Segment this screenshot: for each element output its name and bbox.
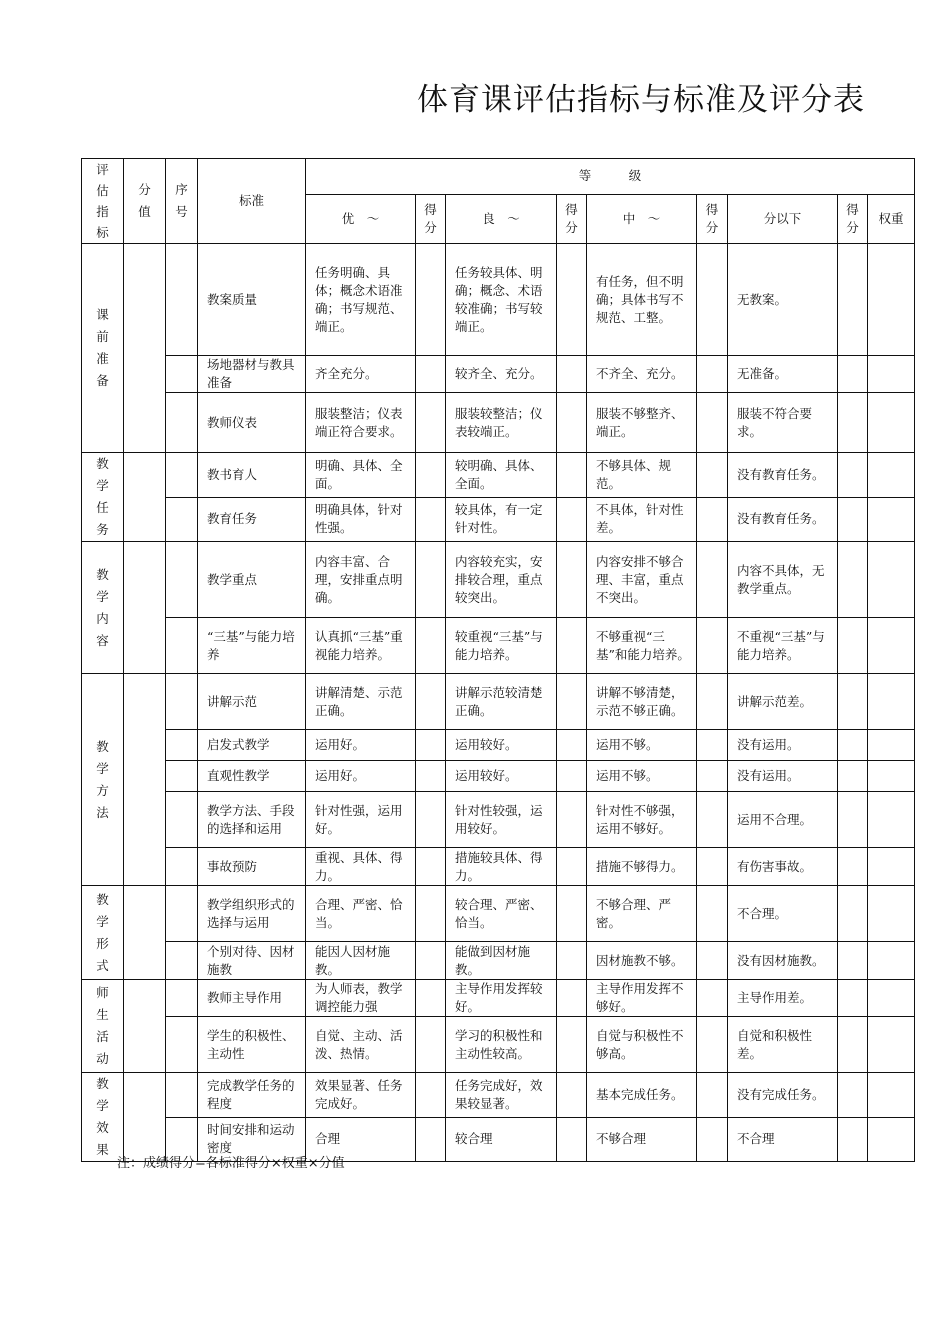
points-cell bbox=[838, 980, 868, 1017]
points-cell bbox=[416, 393, 446, 453]
standard-cell: 直观性教学 bbox=[198, 761, 306, 792]
points-cell bbox=[697, 618, 728, 674]
weight-cell bbox=[868, 674, 915, 730]
points-cell bbox=[697, 244, 728, 356]
header-points: 得分 bbox=[557, 194, 587, 243]
score-value-cell bbox=[124, 1073, 166, 1162]
weight-cell bbox=[868, 1073, 915, 1118]
excellent-cell: 合理、严密、恰当。 bbox=[306, 886, 416, 942]
standard-cell: 教育任务 bbox=[198, 497, 306, 542]
medium-cell: 措施不够得力。 bbox=[587, 848, 697, 886]
points-cell bbox=[697, 1017, 728, 1073]
points-cell bbox=[416, 980, 446, 1017]
table-row bbox=[82, 674, 915, 730]
number-cell bbox=[166, 761, 198, 792]
good-cell: 任务较具体、明确；概念、术语较准确；书写较端正。 bbox=[446, 244, 557, 356]
medium-cell: 运用不够。 bbox=[587, 761, 697, 792]
points-cell bbox=[697, 792, 728, 848]
medium-cell: 不够合理、严密。 bbox=[587, 886, 697, 942]
score-value-cell bbox=[124, 886, 166, 980]
table-row bbox=[82, 393, 915, 453]
points-cell bbox=[557, 942, 587, 980]
points-cell bbox=[416, 886, 446, 942]
weight-cell bbox=[868, 453, 915, 498]
number-cell bbox=[166, 393, 198, 453]
points-cell bbox=[838, 393, 868, 453]
points-cell bbox=[697, 761, 728, 792]
points-cell bbox=[416, 1017, 446, 1073]
weight-cell bbox=[868, 942, 915, 980]
good-cell: 较合理、严密、恰当。 bbox=[446, 886, 557, 942]
below-cell: 内容不具体，无教学重点。 bbox=[728, 542, 838, 618]
score-value-cell bbox=[124, 244, 166, 453]
score-value-cell bbox=[124, 453, 166, 542]
good-cell: 讲解示范较清楚正确。 bbox=[446, 674, 557, 730]
standard-cell: “三基”与能力培养 bbox=[198, 618, 306, 674]
excellent-cell: 自觉、主动、活泼、热情。 bbox=[306, 1017, 416, 1073]
points-cell bbox=[697, 542, 728, 618]
standard-cell: 讲解示范 bbox=[198, 674, 306, 730]
score-value-cell bbox=[124, 674, 166, 886]
medium-cell: 服装不够整齐、端正。 bbox=[587, 393, 697, 453]
points-cell bbox=[416, 453, 446, 498]
category-cell bbox=[82, 542, 124, 674]
below-cell: 不重视“三基”与能力培养。 bbox=[728, 618, 838, 674]
points-cell bbox=[416, 1073, 446, 1118]
medium-cell: 不齐全、充分。 bbox=[587, 356, 697, 393]
points-cell bbox=[557, 792, 587, 848]
number-cell bbox=[166, 356, 198, 393]
weight-cell bbox=[868, 848, 915, 886]
score-value-cell bbox=[124, 980, 166, 1073]
points-cell bbox=[557, 618, 587, 674]
table-row bbox=[82, 730, 915, 761]
page-title: 体育课评估指标与标准及评分表 bbox=[417, 82, 865, 118]
number-cell bbox=[166, 848, 198, 886]
points-cell bbox=[838, 244, 868, 356]
header-number: 序号 bbox=[166, 159, 198, 244]
below-cell: 没有因材施教。 bbox=[728, 942, 838, 980]
header-points: 得分 bbox=[697, 194, 728, 243]
category-label: 教学内容 bbox=[96, 566, 109, 648]
header-grade: 等 级 bbox=[306, 159, 915, 195]
table-row bbox=[82, 848, 915, 886]
points-cell bbox=[838, 730, 868, 761]
table-row bbox=[82, 761, 915, 792]
points-cell bbox=[838, 942, 868, 980]
excellent-cell: 运用好。 bbox=[306, 761, 416, 792]
points-cell bbox=[416, 618, 446, 674]
points-cell bbox=[697, 1073, 728, 1118]
points-cell bbox=[838, 1017, 868, 1073]
points-cell bbox=[697, 1117, 728, 1162]
below-cell: 自觉和积极性差。 bbox=[728, 1017, 838, 1073]
excellent-cell: 内容丰富、合理，安排重点明确。 bbox=[306, 542, 416, 618]
points-cell bbox=[557, 1117, 587, 1162]
number-cell bbox=[166, 453, 198, 498]
points-cell bbox=[838, 1117, 868, 1162]
weight-cell bbox=[868, 356, 915, 393]
table-row bbox=[82, 980, 915, 1017]
weight-cell bbox=[868, 1117, 915, 1162]
good-cell: 较明确、具体、全面。 bbox=[446, 453, 557, 498]
standard-cell: 事故预防 bbox=[198, 848, 306, 886]
category-label: 教学方法 bbox=[96, 738, 109, 820]
standard-cell: 教学方法、手段的选择和运用 bbox=[198, 792, 306, 848]
points-cell bbox=[697, 848, 728, 886]
standard-cell: 时间安排和运动密度 bbox=[198, 1117, 306, 1162]
weight-cell bbox=[868, 730, 915, 761]
header-good: 良 ～ bbox=[446, 194, 557, 243]
good-cell: 能做到因材施教。 bbox=[446, 942, 557, 980]
medium-cell: 主导作用发挥不够好。 bbox=[587, 980, 697, 1017]
points-cell bbox=[557, 886, 587, 942]
points-cell bbox=[416, 244, 446, 356]
category-cell bbox=[82, 674, 124, 886]
below-cell: 主导作用差。 bbox=[728, 980, 838, 1017]
header-category: 评估指标 bbox=[82, 159, 124, 244]
header-medium: 中 ～ bbox=[587, 194, 697, 243]
good-cell: 运用较好。 bbox=[446, 730, 557, 761]
medium-cell: 自觉与积极性不够高。 bbox=[587, 1017, 697, 1073]
number-cell bbox=[166, 942, 198, 980]
good-cell: 任务完成好，效果较显著。 bbox=[446, 1073, 557, 1118]
below-cell: 没有运用。 bbox=[728, 730, 838, 761]
good-cell: 内容较充实，安排较合理，重点较突出。 bbox=[446, 542, 557, 618]
medium-cell: 因材施教不够。 bbox=[587, 942, 697, 980]
excellent-cell: 合理 bbox=[306, 1117, 416, 1162]
table-row bbox=[82, 942, 915, 980]
points-cell bbox=[416, 1117, 446, 1162]
excellent-cell: 明确具体，针对性强。 bbox=[306, 497, 416, 542]
evaluation-table bbox=[81, 158, 915, 1162]
weight-cell bbox=[868, 980, 915, 1017]
weight-cell bbox=[868, 761, 915, 792]
excellent-cell: 重视、具体、得力。 bbox=[306, 848, 416, 886]
weight-cell bbox=[868, 618, 915, 674]
weight-cell bbox=[868, 497, 915, 542]
points-cell bbox=[838, 497, 868, 542]
footnote: 注：成绩得分=各标准得分×权重×分值 bbox=[117, 1156, 345, 1171]
excellent-cell: 任务明确、具体；概念术语准确；书写规范、端正。 bbox=[306, 244, 416, 356]
table-row bbox=[82, 1073, 915, 1118]
points-cell bbox=[697, 453, 728, 498]
points-cell bbox=[557, 244, 587, 356]
header-excellent: 优 ～ bbox=[306, 194, 416, 243]
table-row bbox=[82, 453, 915, 498]
medium-cell: 不够具体、规范。 bbox=[587, 453, 697, 498]
standard-cell: 教学重点 bbox=[198, 542, 306, 618]
points-cell bbox=[557, 1073, 587, 1118]
category-label: 教学形式 bbox=[96, 891, 109, 973]
good-cell: 学习的积极性和主动性较高。 bbox=[446, 1017, 557, 1073]
table-row bbox=[82, 1017, 915, 1073]
points-cell bbox=[697, 674, 728, 730]
standard-cell: 教师仪表 bbox=[198, 393, 306, 453]
points-cell bbox=[416, 942, 446, 980]
medium-cell: 有任务，但不明确；具体书写不规范、工整。 bbox=[587, 244, 697, 356]
good-cell: 较齐全、充分。 bbox=[446, 356, 557, 393]
points-cell bbox=[697, 942, 728, 980]
points-cell bbox=[838, 542, 868, 618]
number-cell bbox=[166, 730, 198, 761]
weight-cell bbox=[868, 244, 915, 356]
medium-cell: 运用不够。 bbox=[587, 730, 697, 761]
category-cell bbox=[82, 1073, 124, 1162]
points-cell bbox=[697, 497, 728, 542]
points-cell bbox=[557, 848, 587, 886]
header-points: 得分 bbox=[838, 194, 868, 243]
number-cell bbox=[166, 618, 198, 674]
good-cell: 较合理 bbox=[446, 1117, 557, 1162]
table-row bbox=[82, 792, 915, 848]
points-cell bbox=[838, 618, 868, 674]
standard-cell: 教书育人 bbox=[198, 453, 306, 498]
points-cell bbox=[557, 453, 587, 498]
weight-cell bbox=[868, 542, 915, 618]
table-row bbox=[82, 618, 915, 674]
points-cell bbox=[838, 674, 868, 730]
points-cell bbox=[557, 542, 587, 618]
excellent-cell: 齐全充分。 bbox=[306, 356, 416, 393]
points-cell bbox=[557, 356, 587, 393]
table-row bbox=[82, 542, 915, 618]
standard-cell: 个别对待、因材施教 bbox=[198, 942, 306, 980]
standard-cell: 教学组织形式的选择与运用 bbox=[198, 886, 306, 942]
header-weight: 权重 bbox=[868, 194, 915, 243]
number-cell bbox=[166, 1073, 198, 1118]
points-cell bbox=[416, 497, 446, 542]
points-cell bbox=[557, 497, 587, 542]
standard-cell: 教师主导作用 bbox=[198, 980, 306, 1017]
excellent-cell: 服装整洁；仪表端正符合要求。 bbox=[306, 393, 416, 453]
below-cell: 没有运用。 bbox=[728, 761, 838, 792]
points-cell bbox=[838, 356, 868, 393]
points-cell bbox=[697, 980, 728, 1017]
good-cell: 服装较整洁；仪表较端正。 bbox=[446, 393, 557, 453]
medium-cell: 不够重视“三基”和能力培养。 bbox=[587, 618, 697, 674]
excellent-cell: 认真抓“三基”重视能力培养。 bbox=[306, 618, 416, 674]
points-cell bbox=[838, 453, 868, 498]
number-cell bbox=[166, 244, 198, 356]
excellent-cell: 效果显著、任务完成好。 bbox=[306, 1073, 416, 1118]
points-cell bbox=[557, 730, 587, 761]
points-cell bbox=[416, 674, 446, 730]
below-cell: 没有教育任务。 bbox=[728, 453, 838, 498]
weight-cell bbox=[868, 1017, 915, 1073]
medium-cell: 不具体，针对性差。 bbox=[587, 497, 697, 542]
category-cell bbox=[82, 886, 124, 980]
points-cell bbox=[557, 674, 587, 730]
good-cell: 较具体，有一定针对性。 bbox=[446, 497, 557, 542]
points-cell bbox=[838, 761, 868, 792]
points-cell bbox=[416, 761, 446, 792]
table-row bbox=[82, 244, 915, 356]
category-label: 教学效果 bbox=[96, 1076, 109, 1157]
standard-cell: 学生的积极性、主动性 bbox=[198, 1017, 306, 1073]
excellent-cell: 为人师表，教学调控能力强 bbox=[306, 980, 416, 1017]
header-below: 分以下 bbox=[728, 194, 838, 243]
standard-cell: 启发式教学 bbox=[198, 730, 306, 761]
points-cell bbox=[416, 848, 446, 886]
medium-cell: 基本完成任务。 bbox=[587, 1073, 697, 1118]
medium-cell: 针对性不够强，运用不够好。 bbox=[587, 792, 697, 848]
below-cell: 无教案。 bbox=[728, 244, 838, 356]
good-cell: 针对性较强，运用较好。 bbox=[446, 792, 557, 848]
category-label: 师生活动 bbox=[96, 985, 109, 1066]
below-cell: 不合理。 bbox=[728, 886, 838, 942]
below-cell: 没有教育任务。 bbox=[728, 497, 838, 542]
medium-cell: 内容安排不够合理、丰富，重点不突出。 bbox=[587, 542, 697, 618]
points-cell bbox=[557, 980, 587, 1017]
points-cell bbox=[557, 1017, 587, 1073]
good-cell: 较重视“三基”与能力培养。 bbox=[446, 618, 557, 674]
score-value-cell bbox=[124, 542, 166, 674]
points-cell bbox=[416, 792, 446, 848]
category-label: 课前准备 bbox=[96, 307, 109, 388]
number-cell bbox=[166, 792, 198, 848]
below-cell: 服装不符合要求。 bbox=[728, 393, 838, 453]
good-cell: 运用较好。 bbox=[446, 761, 557, 792]
points-cell bbox=[838, 1073, 868, 1118]
points-cell bbox=[557, 761, 587, 792]
weight-cell bbox=[868, 393, 915, 453]
points-cell bbox=[416, 542, 446, 618]
table-row bbox=[82, 886, 915, 942]
category-cell bbox=[82, 453, 124, 542]
below-cell: 有伤害事故。 bbox=[728, 848, 838, 886]
good-cell: 主导作用发挥较好。 bbox=[446, 980, 557, 1017]
standard-cell: 完成教学任务的程度 bbox=[198, 1073, 306, 1118]
below-cell: 不合理 bbox=[728, 1117, 838, 1162]
number-cell bbox=[166, 1017, 198, 1073]
excellent-cell: 明确、具体、全面。 bbox=[306, 453, 416, 498]
header-points: 得分 bbox=[416, 194, 446, 243]
excellent-cell: 运用好。 bbox=[306, 730, 416, 761]
header-standard: 标准 bbox=[198, 159, 306, 244]
excellent-cell: 讲解清楚、示范正确。 bbox=[306, 674, 416, 730]
points-cell bbox=[838, 886, 868, 942]
weight-cell bbox=[868, 792, 915, 848]
number-cell bbox=[166, 542, 198, 618]
category-cell bbox=[82, 980, 124, 1073]
points-cell bbox=[838, 848, 868, 886]
points-cell bbox=[416, 356, 446, 393]
below-cell: 没有完成任务。 bbox=[728, 1073, 838, 1118]
points-cell bbox=[416, 730, 446, 761]
medium-cell: 讲解不够清楚，示范不够正确。 bbox=[587, 674, 697, 730]
number-cell bbox=[166, 497, 198, 542]
below-cell: 运用不合理。 bbox=[728, 792, 838, 848]
standard-cell: 教案质量 bbox=[198, 244, 306, 356]
number-cell bbox=[166, 980, 198, 1017]
good-cell: 措施较具体、得力。 bbox=[446, 848, 557, 886]
points-cell bbox=[557, 393, 587, 453]
standard-cell: 场地器材与教具准备 bbox=[198, 356, 306, 393]
table-row bbox=[82, 356, 915, 393]
excellent-cell: 针对性强，运用好。 bbox=[306, 792, 416, 848]
table-body bbox=[82, 244, 915, 1162]
table-row bbox=[82, 497, 915, 542]
points-cell bbox=[697, 886, 728, 942]
excellent-cell: 能因人因材施教。 bbox=[306, 942, 416, 980]
points-cell bbox=[697, 730, 728, 761]
points-cell bbox=[697, 356, 728, 393]
number-cell bbox=[166, 674, 198, 730]
points-cell bbox=[838, 792, 868, 848]
below-cell: 讲解示范差。 bbox=[728, 674, 838, 730]
header-score-value: 分值 bbox=[124, 159, 166, 244]
points-cell bbox=[697, 393, 728, 453]
medium-cell: 不够合理 bbox=[587, 1117, 697, 1162]
category-label: 教学任务 bbox=[96, 456, 109, 537]
below-cell: 无准备。 bbox=[728, 356, 838, 393]
weight-cell bbox=[868, 886, 915, 942]
number-cell bbox=[166, 886, 198, 942]
category-cell bbox=[82, 244, 124, 453]
